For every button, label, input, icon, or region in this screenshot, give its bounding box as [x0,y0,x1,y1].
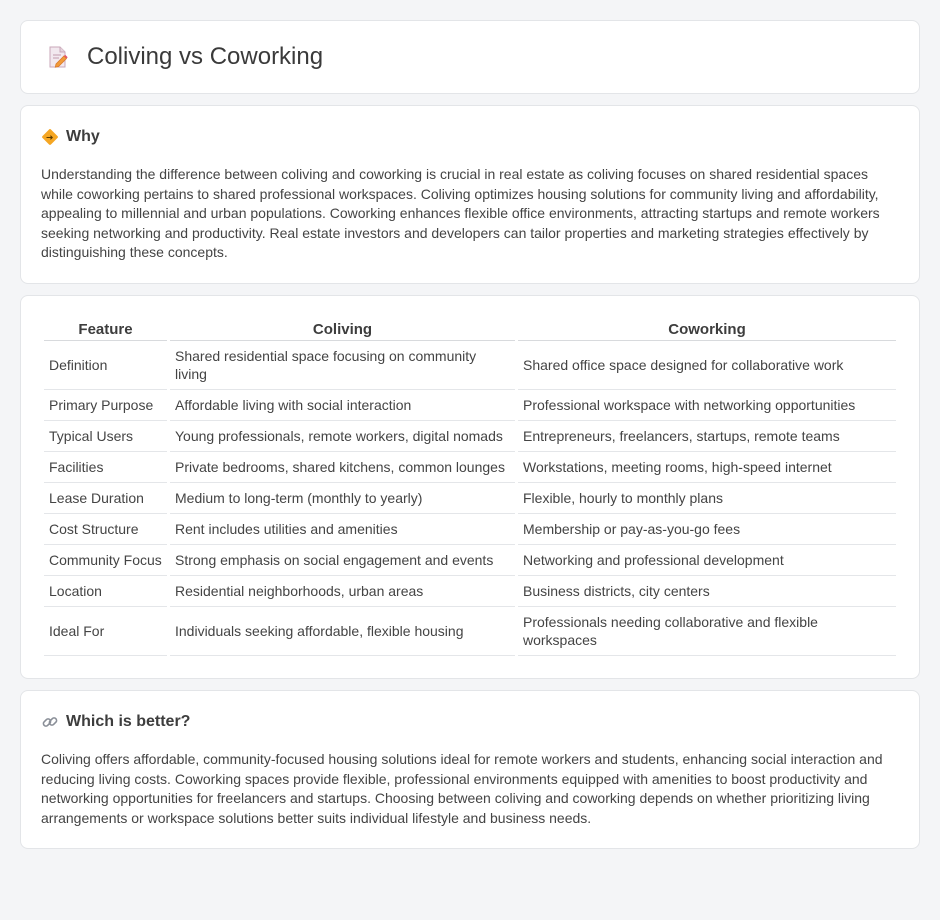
better-heading-text: Which is better? [66,712,191,730]
header-coliving: Coliving [170,316,515,341]
coliving-cell: Affordable living with social interaction [170,390,515,421]
feature-cell: Ideal For [44,607,167,656]
header-coworking: Coworking [518,316,896,341]
coworking-cell: Membership or pay-as-you-go fees [518,514,896,545]
table-row [44,390,896,421]
page-title: Coliving vs Coworking [87,43,324,70]
feature-cell: Typical Users [44,421,167,452]
table-row [44,545,896,576]
feature-cell: Primary Purpose [44,390,167,421]
why-body: Understanding the difference between coliving and coworking is crucial in real estate as coliving focuses on shared residential spaces while coworking pertains to shared professional workspaces. Coliving optimizes housing solutions for community living and affordability, appealing to millennial and urban populations. Coworking enhances flexible office environments, attracting startups and remote workers seeking networking and productivity. Real estate investors and developers can tailor properties and marketing strategies effectively by distinguishing these concepts. [41,166,880,261]
link-icon [41,713,59,731]
coworking-cell: Flexible, hourly to monthly plans [518,483,896,514]
table-row [44,607,896,656]
why-heading [41,128,899,146]
coworking-cell: Professional workspace with networking opportunities [518,390,896,421]
feature-cell: Facilities [44,452,167,483]
feature-cell: Location [44,576,167,607]
which-is-better-section [20,690,920,849]
coliving-cell: Young professionals, remote workers, digital nomads [170,421,515,452]
warning-diamond-icon [41,128,59,146]
table-row [44,483,896,514]
coliving-cell: Strong emphasis on social engagement and events [170,545,515,576]
coliving-cell: Rent includes utilities and amenities [170,514,515,545]
why-section [20,105,920,284]
feature-cell: Cost Structure [44,514,167,545]
feature-cell: Definition [44,341,167,390]
table-header-row [44,316,896,341]
better-heading [41,713,899,731]
header-feature: Feature [44,316,167,341]
why-heading-text: Why [66,128,100,145]
table-row [44,514,896,545]
coworking-cell: Professionals needing collaborative and flexible workspaces [518,607,896,656]
feature-cell: Lease Duration [44,483,167,514]
coliving-cell: Private bedrooms, shared kitchens, common lounges [170,452,515,483]
coliving-cell: Individuals seeking affordable, flexible housing [170,607,515,656]
coliving-cell: Medium to long-term (monthly to yearly) [170,483,515,514]
table-row [44,576,896,607]
coworking-cell: Shared office space designed for collaborative work [518,341,896,390]
better-body: Coliving offers affordable, community-focused housing solutions ideal for remote workers and students, enhancing social interaction and reducing living costs. Coworking spaces provide flexible, professional environments equipped with amenities to boost productivity and networking opportunities for freelancers and startups. Choosing between coliving and coworking depends on whether prioritizing living arrangements or workspace solutions better suits individual lifestyle and business needs. [41,750,883,826]
table-row [44,341,896,390]
coliving-cell: Residential neighborhoods, urban areas [170,576,515,607]
title-card [20,20,920,94]
comparison-table [41,316,899,656]
table-row [44,452,896,483]
coworking-cell: Business districts, city centers [518,576,896,607]
document-icon [47,45,69,69]
table-row [44,421,896,452]
coworking-cell: Workstations, meeting rooms, high-speed internet [518,452,896,483]
coworking-cell: Entrepreneurs, freelancers, startups, remote teams [518,421,896,452]
coliving-cell: Shared residential space focusing on community living [170,341,515,390]
comparison-table-card [20,295,920,679]
coworking-cell: Networking and professional development [518,545,896,576]
feature-cell: Community Focus [44,545,167,576]
